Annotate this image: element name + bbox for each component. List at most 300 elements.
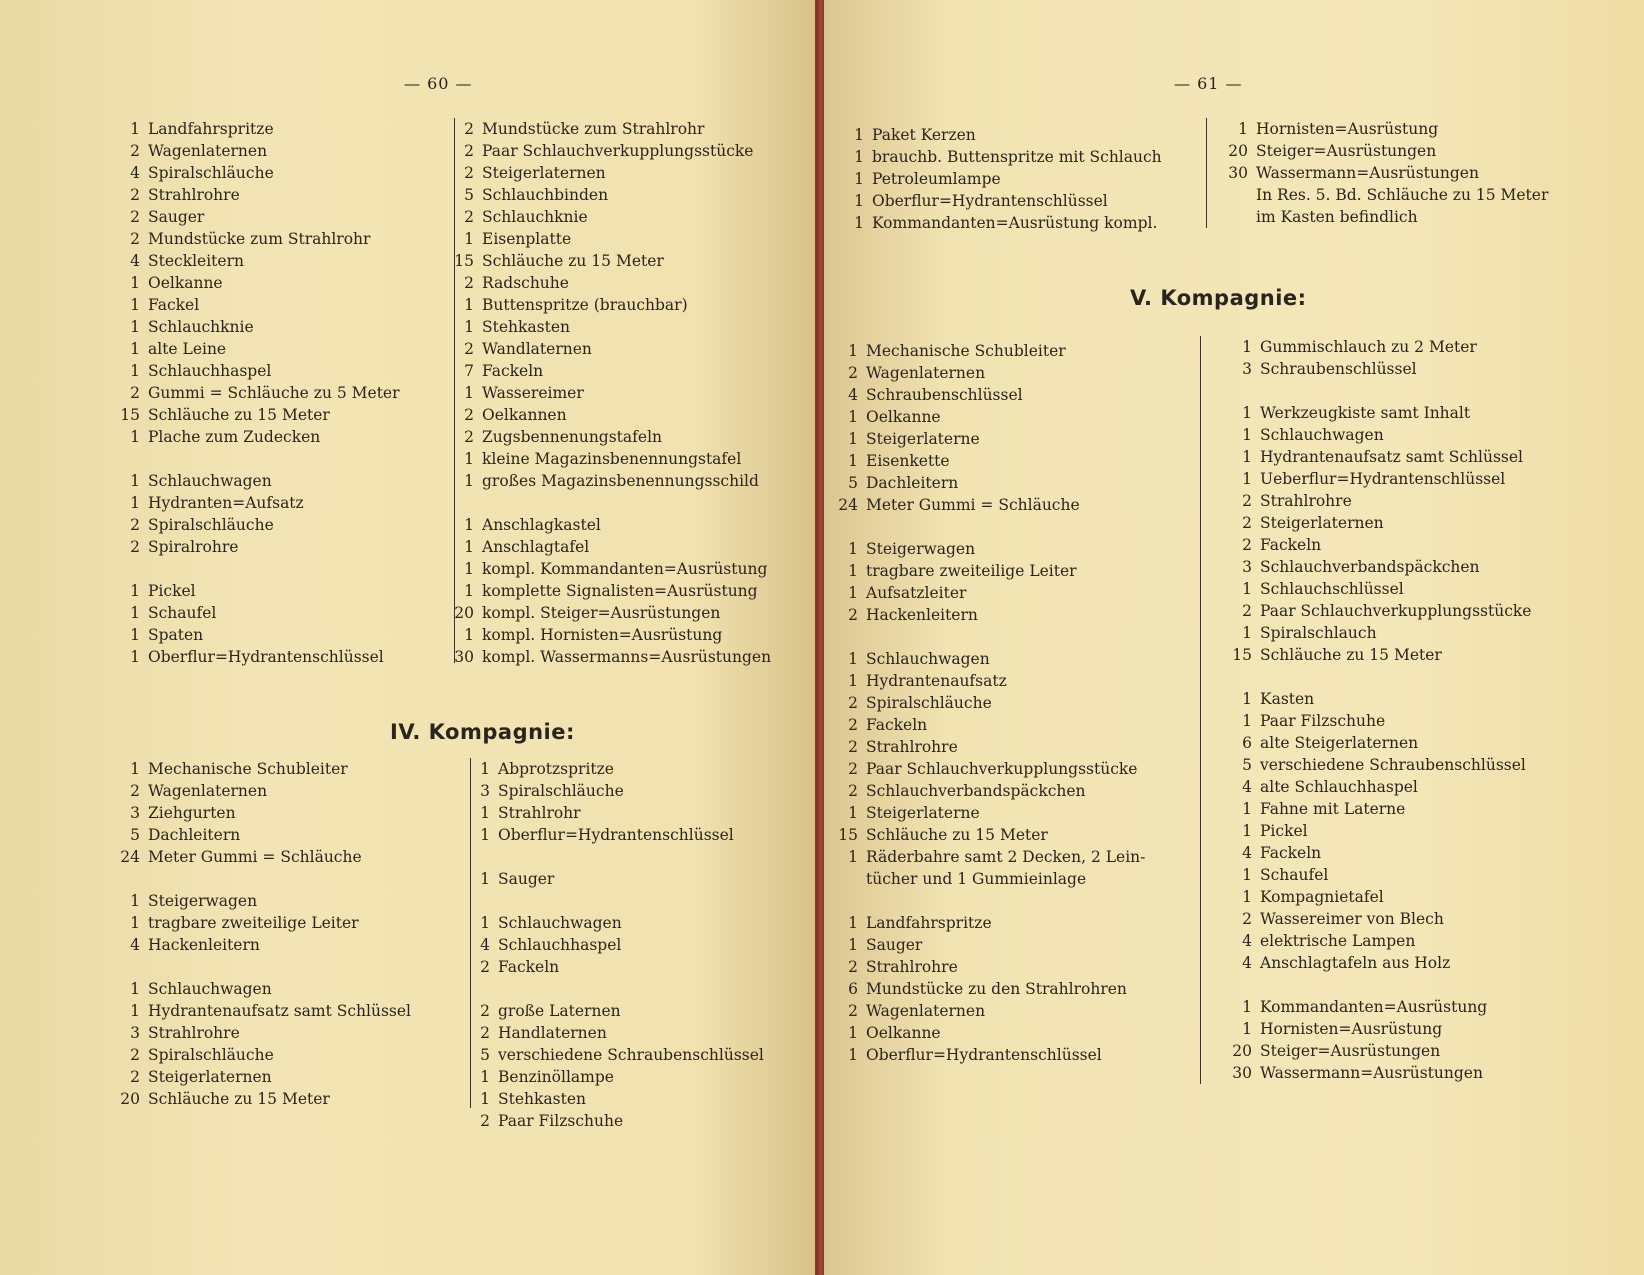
- item-quantity: 2: [480, 1112, 490, 1130]
- row-gap: [456, 978, 764, 1000]
- item-quantity: 2: [464, 340, 474, 358]
- item-description: Oberflur=Hydrantenschlüssel: [148, 648, 384, 666]
- row-gap: [1218, 974, 1531, 996]
- item-description: Anschlagtafeln aus Holz: [1260, 954, 1451, 972]
- item-quantity: 5: [464, 186, 474, 204]
- item-description: komplette Signalisten=Ausrüstung: [482, 582, 758, 600]
- inventory-item: [106, 140, 400, 162]
- right-page: [824, 0, 1644, 1275]
- inventory-item: [824, 692, 1145, 714]
- item-quantity: 1: [1242, 470, 1252, 488]
- item-description: Kommandanten=Ausrüstung kompl.: [872, 214, 1158, 232]
- inventory-item: [440, 536, 771, 558]
- inventory-item: [1218, 402, 1531, 424]
- row-gap: [106, 558, 400, 580]
- inventory-item: [440, 140, 771, 162]
- inventory-item: [824, 978, 1145, 1000]
- item-quantity: 2: [130, 538, 140, 556]
- item-quantity: 2: [130, 1046, 140, 1064]
- item-description: Sauger: [498, 870, 555, 888]
- item-quantity: 1: [848, 672, 858, 690]
- item-quantity: 1: [848, 584, 858, 602]
- inventory-item: [1214, 140, 1548, 162]
- item-description: Steiger=Ausrüstungen: [1256, 142, 1437, 160]
- item-quantity: 1: [130, 980, 140, 998]
- item-description: Kommandanten=Ausrüstung: [1260, 998, 1488, 1016]
- inventory-item: [1218, 446, 1531, 468]
- item-quantity: 1: [1242, 580, 1252, 598]
- item-description: alte Schlauchhaspel: [1260, 778, 1418, 796]
- item-description: Hornisten=Ausrüstung: [1260, 1020, 1443, 1038]
- inventory-item: [824, 912, 1145, 934]
- item-quantity: 1: [464, 384, 474, 402]
- item-quantity: 3: [130, 804, 140, 822]
- inventory-item: [456, 824, 764, 846]
- item-quantity: 20: [454, 604, 474, 622]
- inventory-item: [456, 758, 764, 780]
- item-quantity: 1: [130, 296, 140, 314]
- item-description: Wassermann=Ausrüstungen: [1256, 164, 1479, 182]
- item-description: brauchb. Buttenspritze mit Schlauch: [872, 148, 1162, 166]
- item-description: Strahlrohre: [866, 738, 958, 756]
- inventory-item: [1218, 842, 1531, 864]
- inventory-item: [824, 648, 1145, 670]
- inventory-item: [1218, 534, 1531, 556]
- item-description: verschiedene Schraubenschlüssel: [498, 1046, 764, 1064]
- inventory-item: [456, 1044, 764, 1066]
- item-description: Plache zum Zudecken: [148, 428, 321, 446]
- item-description: Schlauchwagen: [148, 472, 272, 490]
- item-description: tragbare zweiteilige Leiter: [148, 914, 359, 932]
- inventory-item: [824, 560, 1145, 582]
- page-number: — 60 —: [404, 74, 473, 93]
- item-description: Hydranten=Aufsatz: [148, 494, 304, 512]
- item-quantity: 1: [848, 650, 858, 668]
- inventory-item: [440, 470, 771, 492]
- item-description: Kasten: [1260, 690, 1315, 708]
- item-quantity: 4: [480, 936, 490, 954]
- row-gap: [824, 890, 1145, 912]
- item-description: Sauger: [866, 936, 923, 954]
- item-description: Oberflur=Hydrantenschlüssel: [498, 826, 734, 844]
- item-description: Mundstücke zum Strahlrohr: [482, 120, 705, 138]
- item-quantity: 15: [454, 252, 474, 270]
- inventory-item: [1214, 162, 1548, 184]
- inventory-item: [824, 582, 1145, 604]
- item-quantity: 1: [1242, 998, 1252, 1016]
- inventory-item: [440, 558, 771, 580]
- item-quantity: 4: [848, 386, 858, 404]
- item-description: Schraubenschlüssel: [866, 386, 1023, 404]
- inventory-item: [106, 404, 400, 426]
- item-quantity: 4: [1242, 778, 1252, 796]
- inventory-item: [1218, 776, 1531, 798]
- item-description: Spiralschläuche: [866, 694, 992, 712]
- item-description: Paar Filzschuhe: [498, 1112, 624, 1130]
- inventory-item: [1218, 930, 1531, 952]
- inventory-item: [824, 538, 1145, 560]
- inventory-item: [440, 228, 771, 250]
- item-quantity: 1: [1242, 404, 1252, 422]
- row-gap: [1218, 380, 1531, 402]
- item-description: Wandlaternen: [482, 340, 592, 358]
- inventory-item: [1218, 688, 1531, 710]
- item-quantity: 1: [130, 914, 140, 932]
- item-quantity: 1: [848, 562, 858, 580]
- inventory-item: [106, 382, 400, 404]
- item-quantity: 1: [1242, 690, 1252, 708]
- item-quantity: 3: [1242, 360, 1252, 378]
- inventory-item: [106, 536, 400, 558]
- item-description: Spaten: [148, 626, 204, 644]
- inventory-item: [440, 272, 771, 294]
- item-description: großes Magazinsbenennungsschild: [482, 472, 759, 490]
- inventory-item: [1218, 820, 1531, 842]
- item-description: Wagenlaternen: [148, 782, 268, 800]
- item-quantity: 15: [1232, 646, 1252, 664]
- item-description: Hydrantenaufsatz: [866, 672, 1007, 690]
- inventory-item: [456, 1000, 764, 1022]
- inventory-column: [456, 758, 764, 1132]
- item-description: Steigerlaternen: [1260, 514, 1384, 532]
- inventory-item: [456, 1022, 764, 1044]
- item-description: Landfahrspritze: [148, 120, 274, 138]
- item-description: Paar Schlauchverkupplungsstücke: [866, 760, 1138, 778]
- item-quantity: 1: [854, 192, 864, 210]
- inventory-item: [440, 624, 771, 646]
- section-heading: IV. Kompagnie:: [390, 720, 575, 744]
- item-description: Benzinöllampe: [498, 1068, 614, 1086]
- item-description: kompl. Wassermanns=Ausrüstungen: [482, 648, 772, 666]
- inventory-item: [106, 162, 400, 184]
- item-quantity: 1: [130, 892, 140, 910]
- item-description: Fahne mit Laterne: [1260, 800, 1406, 818]
- inventory-item: [106, 118, 400, 140]
- item-quantity: 2: [130, 1068, 140, 1086]
- item-description: Spiralrohre: [148, 538, 239, 556]
- row-gap: [106, 956, 411, 978]
- inventory-item: [106, 934, 411, 956]
- item-quantity: 2: [464, 164, 474, 182]
- item-quantity: 2: [848, 738, 858, 756]
- item-quantity: 2: [464, 208, 474, 226]
- item-quantity: 4: [130, 164, 140, 182]
- item-description: Schlauchbinden: [482, 186, 609, 204]
- item-description: Strahlrohre: [148, 1024, 240, 1042]
- inventory-item: [824, 450, 1145, 472]
- item-quantity: 1: [130, 604, 140, 622]
- item-description: große Laternen: [498, 1002, 621, 1020]
- item-description: elektrische Lampen: [1260, 932, 1416, 950]
- item-quantity: 1: [848, 1046, 858, 1064]
- item-description: Handlaternen: [498, 1024, 607, 1042]
- inventory-item: [106, 492, 400, 514]
- column-divider: [1206, 118, 1207, 228]
- inventory-item: [106, 426, 400, 448]
- left-page: [0, 0, 818, 1275]
- item-quantity: 1: [1242, 800, 1252, 818]
- item-quantity: 1: [464, 582, 474, 600]
- inventory-item: [1218, 754, 1531, 776]
- item-quantity: 1: [480, 760, 490, 778]
- item-description: Oberflur=Hydrantenschlüssel: [866, 1046, 1102, 1064]
- inventory-item: [1218, 578, 1531, 600]
- inventory-item: [824, 714, 1145, 736]
- inventory-item: [824, 934, 1145, 956]
- item-quantity: 1: [848, 848, 858, 866]
- item-description: Schaufel: [148, 604, 217, 622]
- item-description: Schlauchhaspel: [498, 936, 622, 954]
- item-quantity: 2: [848, 606, 858, 624]
- item-quantity: 20: [1228, 142, 1248, 160]
- inventory-item: [106, 1044, 411, 1066]
- inventory-item: [456, 934, 764, 956]
- item-quantity: 2: [848, 694, 858, 712]
- item-quantity: 1: [1242, 888, 1252, 906]
- inventory-item: [1218, 468, 1531, 490]
- item-quantity: 1: [1242, 624, 1252, 642]
- item-quantity: 2: [848, 364, 858, 382]
- item-quantity: 1: [130, 340, 140, 358]
- item-quantity: 2: [130, 186, 140, 204]
- inventory-item: [1218, 732, 1531, 754]
- item-quantity: 5: [848, 474, 858, 492]
- item-description: Schlauchschlüssel: [1260, 580, 1404, 598]
- item-description: Fackeln: [482, 362, 544, 380]
- item-description: Strahlrohre: [1260, 492, 1352, 510]
- inventory-item: [1218, 336, 1531, 358]
- item-description: Pickel: [148, 582, 196, 600]
- inventory-item: [1218, 358, 1531, 380]
- item-description: Eisenkette: [866, 452, 950, 470]
- row-gap: [824, 516, 1145, 538]
- item-description: Landfahrspritze: [866, 914, 992, 932]
- item-quantity: 1: [848, 452, 858, 470]
- inventory-item: [106, 1088, 411, 1110]
- item-quantity: 1: [130, 1002, 140, 1020]
- item-description: Oelkanne: [148, 274, 223, 292]
- inventory-item: [824, 758, 1145, 780]
- item-description: Oelkanne: [866, 408, 941, 426]
- item-quantity: 20: [1232, 1042, 1252, 1060]
- item-description: Mechanische Schubleiter: [148, 760, 348, 778]
- inventory-item: [824, 802, 1145, 824]
- inventory-item: [106, 250, 400, 272]
- item-description: Schläuche zu 15 Meter: [866, 826, 1048, 844]
- item-description: Oelkanne: [866, 1024, 941, 1042]
- inventory-item: [824, 340, 1145, 362]
- item-description: Aufsatzleiter: [866, 584, 967, 602]
- item-description: Schlauchverbandspäckchen: [866, 782, 1086, 800]
- item-quantity: 3: [480, 782, 490, 800]
- item-description: Spiralschläuche: [498, 782, 624, 800]
- item-quantity: 1: [480, 826, 490, 844]
- item-description: Kompagnietafel: [1260, 888, 1384, 906]
- item-description: Ziehgurten: [148, 804, 236, 822]
- item-description: Zugsbennenungstafeln: [482, 428, 663, 446]
- item-description: Hydrantenaufsatz samt Schlüssel: [148, 1002, 412, 1020]
- inventory-item: [440, 580, 771, 602]
- item-quantity: 2: [848, 782, 858, 800]
- item-quantity: 1: [480, 1090, 490, 1108]
- inventory-column: [1214, 118, 1548, 228]
- inventory-item: [830, 212, 1162, 234]
- inventory-item: [456, 912, 764, 934]
- inventory-item: [456, 956, 764, 978]
- item-quantity: 15: [120, 406, 140, 424]
- item-quantity: 4: [1242, 932, 1252, 950]
- inventory-item: [106, 338, 400, 360]
- item-quantity: 30: [454, 648, 474, 666]
- item-description: Schraubenschlüssel: [1260, 360, 1417, 378]
- inventory-item: [456, 802, 764, 824]
- item-description: Fackeln: [1260, 844, 1322, 862]
- item-description: Steigerwagen: [866, 540, 976, 558]
- item-quantity: 1: [848, 408, 858, 426]
- inventory-item: [456, 868, 764, 890]
- inventory-item: [106, 514, 400, 536]
- inventory-item: [1218, 1062, 1531, 1084]
- item-description: Petroleumlampe: [872, 170, 1001, 188]
- inventory-item: [106, 360, 400, 382]
- item-quantity: 1: [464, 626, 474, 644]
- item-description: Spiralschlauch: [1260, 624, 1377, 642]
- item-quantity: 4: [130, 936, 140, 954]
- inventory-item: [824, 472, 1145, 494]
- inventory-item: [1218, 556, 1531, 578]
- item-quantity: 5: [1242, 756, 1252, 774]
- item-description: Schläuche zu 15 Meter: [1260, 646, 1442, 664]
- item-quantity: 7: [464, 362, 474, 380]
- item-description: Mundstücke zu den Strahlrohren: [866, 980, 1127, 998]
- row-gap: [1218, 666, 1531, 688]
- item-quantity: 1: [464, 538, 474, 556]
- item-quantity: 1: [1242, 866, 1252, 884]
- section-heading: V. Kompagnie:: [1130, 286, 1307, 310]
- inventory-item: [440, 382, 771, 404]
- inventory-item: [1218, 908, 1531, 930]
- inventory-item: [1218, 1040, 1531, 1062]
- inventory-item: [824, 1000, 1145, 1022]
- item-quantity: 1: [464, 318, 474, 336]
- item-description: Räderbahre samt 2 Decken, 2 Lein-: [866, 848, 1146, 866]
- inventory-item: [440, 118, 771, 140]
- inventory-item: [824, 428, 1145, 450]
- item-quantity: 5: [480, 1046, 490, 1064]
- item-quantity: 4: [130, 252, 140, 270]
- inventory-item: [440, 338, 771, 360]
- inventory-item: [824, 670, 1145, 692]
- inventory-item: [106, 824, 411, 846]
- item-quantity: 1: [848, 804, 858, 822]
- item-description: kleine Magazinsbenennungstafel: [482, 450, 742, 468]
- row-gap: [456, 846, 764, 868]
- item-quantity: 2: [480, 1002, 490, 1020]
- inventory-item: [106, 602, 400, 624]
- inventory-item: [1218, 622, 1531, 644]
- item-quantity: 24: [120, 848, 140, 866]
- item-description: Fackeln: [1260, 536, 1322, 554]
- item-description: Steigerlaterne: [866, 430, 980, 448]
- item-quantity: 1: [848, 936, 858, 954]
- item-description: In Res. 5. Bd. Schläuche zu 15 Meter: [1256, 186, 1549, 204]
- inventory-item: [456, 1110, 764, 1132]
- inventory-item: [830, 124, 1162, 146]
- item-quantity: 2: [480, 1024, 490, 1042]
- inventory-column: [830, 124, 1162, 234]
- item-quantity: 30: [1232, 1064, 1252, 1082]
- inventory-item: [440, 514, 771, 536]
- item-description: Wassereimer von Blech: [1260, 910, 1444, 928]
- item-quantity: 1: [480, 870, 490, 888]
- item-quantity: 1: [1238, 120, 1248, 138]
- item-quantity: 1: [464, 516, 474, 534]
- item-quantity: 2: [464, 428, 474, 446]
- item-description: Spiralschläuche: [148, 516, 274, 534]
- inventory-item: [106, 624, 400, 646]
- item-description: Meter Gummi = Schläuche: [148, 848, 362, 866]
- item-description: Steigerlaternen: [482, 164, 606, 182]
- row-gap: [440, 492, 771, 514]
- inventory-item: [440, 294, 771, 316]
- item-quantity: 1: [464, 472, 474, 490]
- item-quantity: 6: [1242, 734, 1252, 752]
- item-description: verschiedene Schraubenschlüssel: [1260, 756, 1526, 774]
- item-quantity: 6: [848, 980, 858, 998]
- item-quantity: 2: [1242, 492, 1252, 510]
- item-description: Stehkasten: [498, 1090, 586, 1108]
- item-description: Mundstücke zum Strahlrohr: [148, 230, 371, 248]
- item-quantity: 2: [130, 142, 140, 160]
- item-quantity: 2: [130, 208, 140, 226]
- item-quantity: 2: [848, 1002, 858, 1020]
- item-quantity: 1: [130, 472, 140, 490]
- item-quantity: 1: [130, 318, 140, 336]
- item-quantity: 1: [130, 626, 140, 644]
- inventory-item: [1214, 118, 1548, 140]
- item-description: Hydrantenaufsatz samt Schlüssel: [1260, 448, 1524, 466]
- item-quantity: 1: [130, 760, 140, 778]
- item-description: Dachleitern: [148, 826, 241, 844]
- inventory-item: [824, 736, 1145, 758]
- item-description: Anschlagkastel: [482, 516, 601, 534]
- item-description: Anschlagtafel: [482, 538, 590, 556]
- inventory-item: [1214, 206, 1548, 228]
- inventory-item: [440, 448, 771, 470]
- inventory-item: [830, 168, 1162, 190]
- inventory-item: [106, 758, 411, 780]
- item-quantity: 1: [130, 274, 140, 292]
- inventory-item: [824, 868, 1145, 890]
- inventory-item: [440, 250, 771, 272]
- item-quantity: 2: [848, 958, 858, 976]
- item-description: Wagenlaternen: [866, 364, 986, 382]
- inventory-item: [1218, 600, 1531, 622]
- item-quantity: 2: [464, 274, 474, 292]
- inventory-item: [1218, 424, 1531, 446]
- row-gap: [456, 890, 764, 912]
- inventory-column: [106, 118, 400, 668]
- item-quantity: 30: [1228, 164, 1248, 182]
- item-description: Schlauchknie: [148, 318, 254, 336]
- item-description: Gummischlauch zu 2 Meter: [1260, 338, 1477, 356]
- item-quantity: 1: [848, 430, 858, 448]
- item-description: Schlauchwagen: [148, 980, 272, 998]
- inventory-item: [830, 146, 1162, 168]
- item-quantity: 1: [130, 582, 140, 600]
- inventory-item: [106, 272, 400, 294]
- inventory-item: [106, 316, 400, 338]
